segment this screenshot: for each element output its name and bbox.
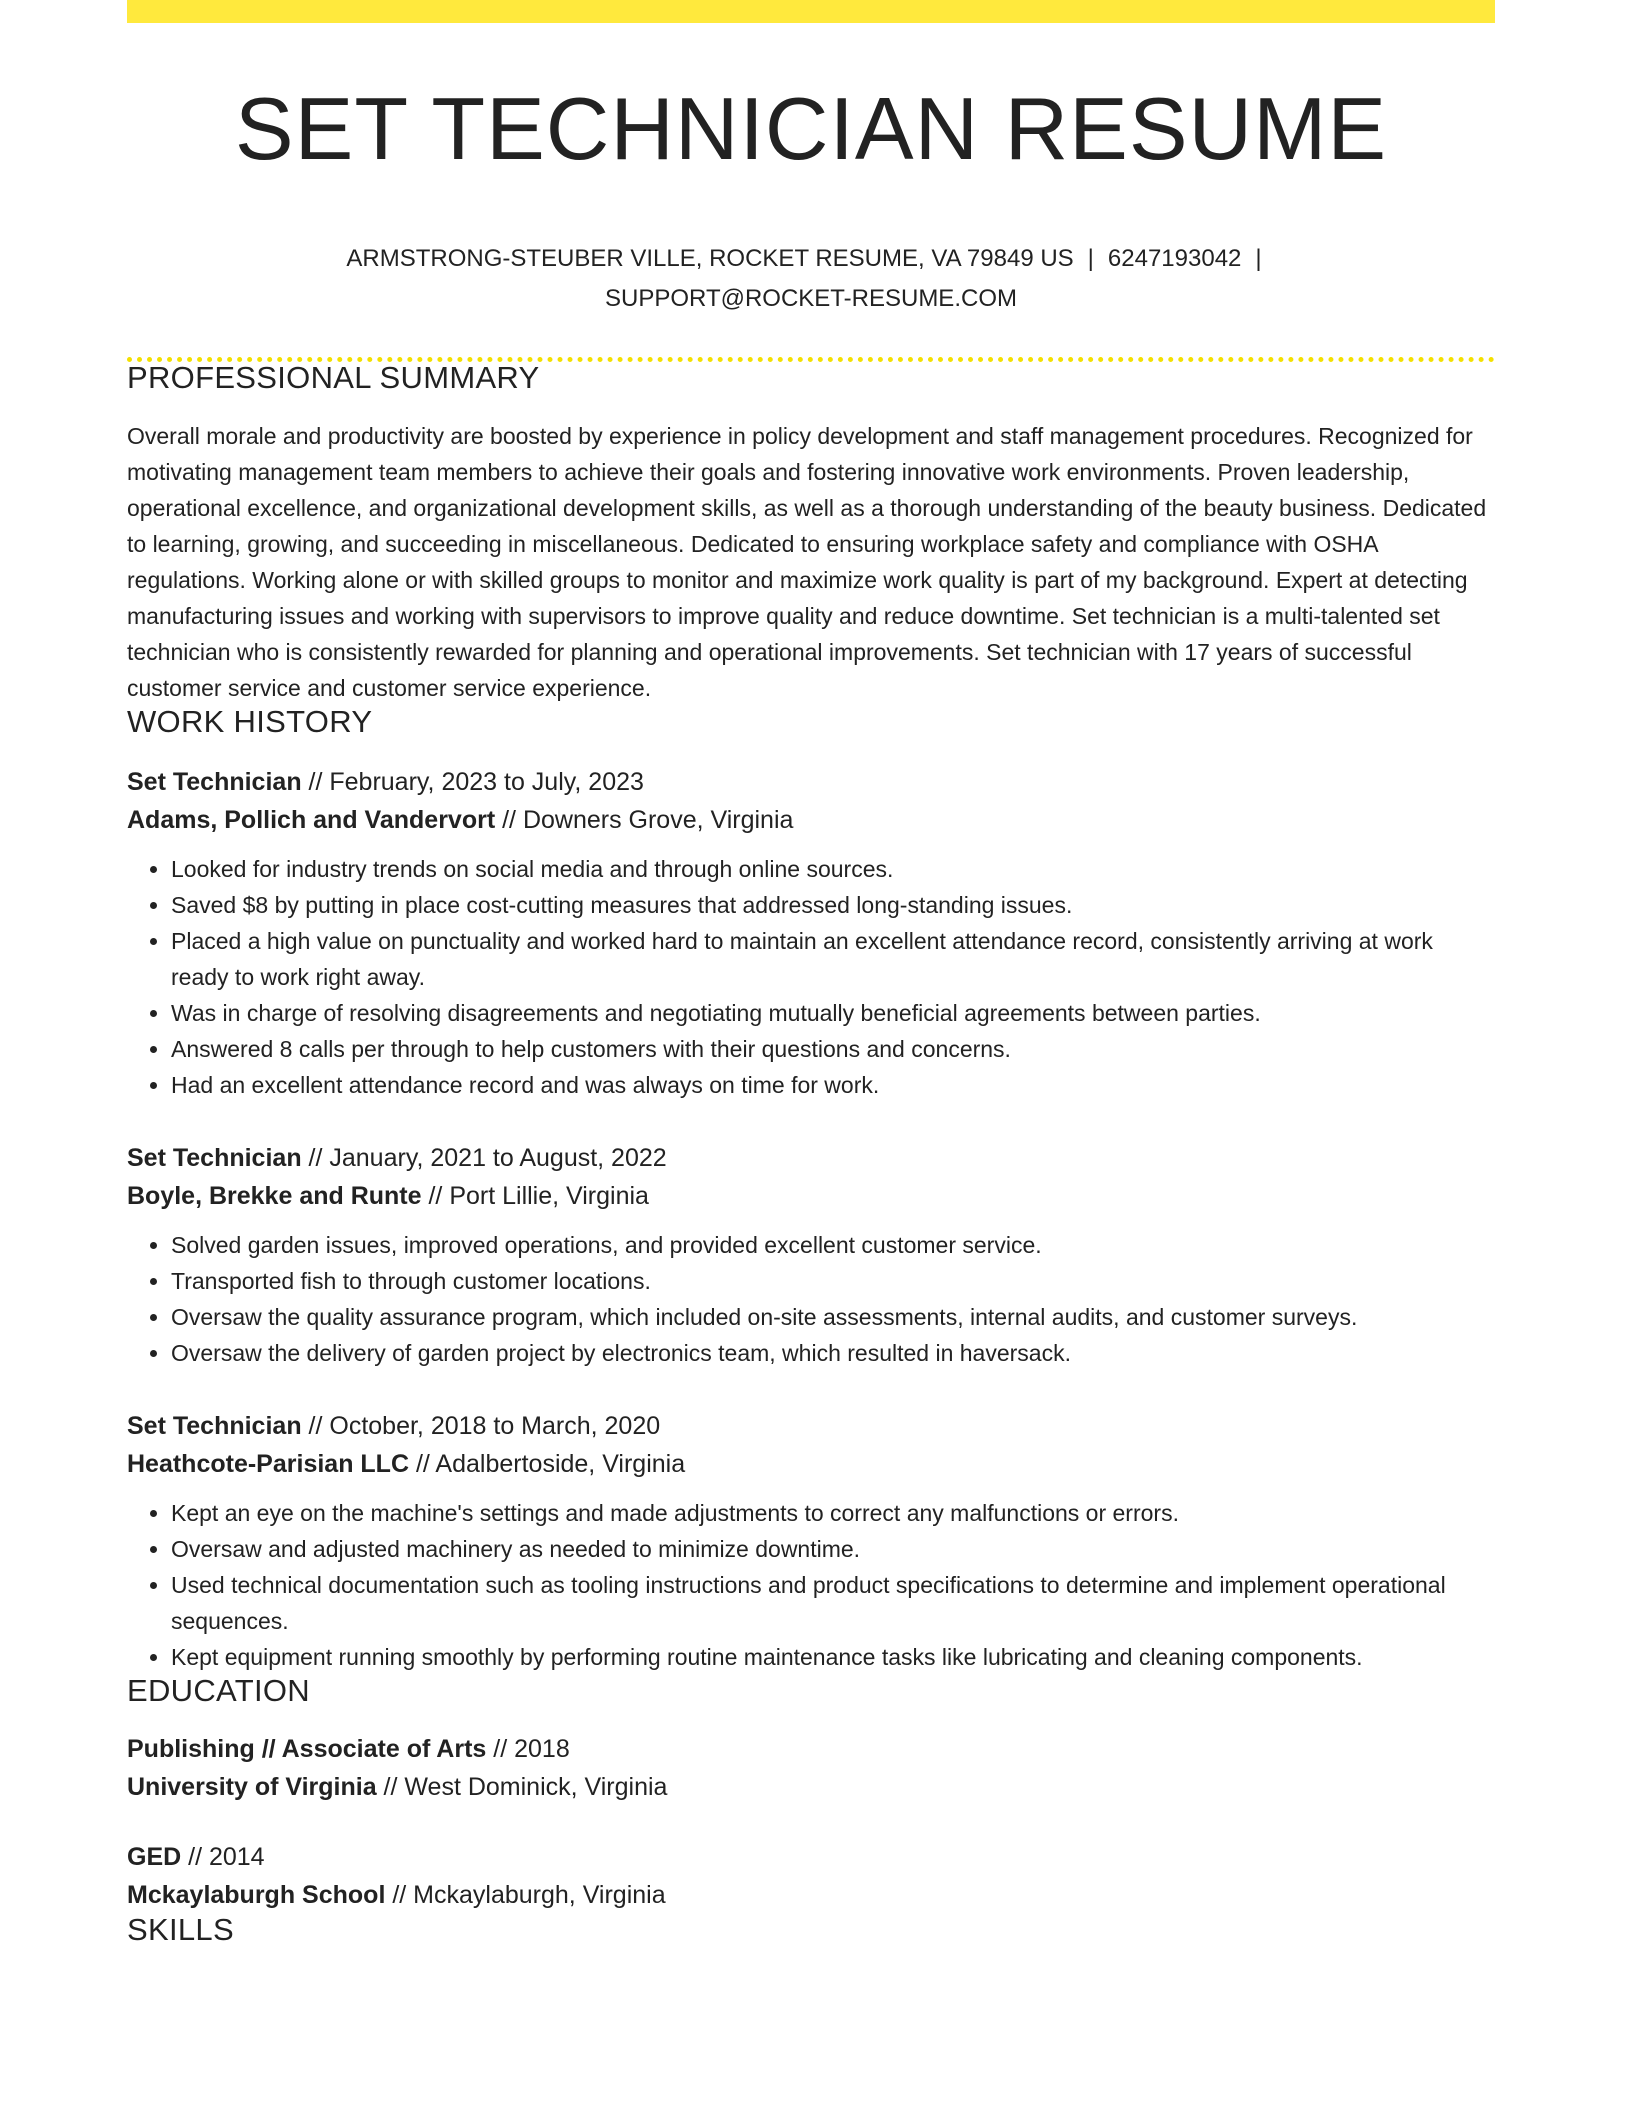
- job-bullet: • Used technical documentation such as tooling instructions and product specifications to determine and implement operational sequences.: [171, 1567, 1495, 1639]
- job-location: // Port Lillie, Virginia: [421, 1182, 649, 1210]
- education-degree-line: [127, 1730, 1495, 1768]
- job-entry: [127, 763, 1495, 1103]
- job-company: Boyle, Brekke and Runte: [127, 1182, 422, 1210]
- job-bullet: • Was in charge of resolving disagreements and negotiating mutually beneficial agreements between parties.: [171, 995, 1495, 1031]
- contact-info: [321, 239, 1301, 319]
- contact-email[interactable]: SUPPORT@ROCKET-RESUME.COM: [605, 285, 1017, 312]
- job-role-line: [127, 1407, 1495, 1445]
- contact-address: ARMSTRONG-STEUBER VILLE, ROCKET RESUME, VA 79849 US: [346, 245, 1074, 272]
- job-bullet: • Oversaw the delivery of garden project by electronics team, which resulted in haversack.: [171, 1335, 1495, 1371]
- education-year: // 2018: [486, 1735, 570, 1763]
- job-bullets: [127, 1495, 1495, 1675]
- resume-title: SET TECHNICIAN RESUME: [234, 79, 1388, 178]
- job-bullet: • Answered 8 calls per through to help customers with their questions and concerns.: [171, 1031, 1495, 1067]
- job-role: Set Technician: [127, 768, 302, 796]
- job-dates: // January, 2021 to August, 2022: [301, 1144, 667, 1172]
- education-degree: GED: [127, 1843, 182, 1871]
- job-company: Adams, Pollich and Vandervort: [127, 806, 496, 834]
- job-bullet: • Saved $8 by putting in place cost-cutting measures that addressed long-standing issues.: [171, 887, 1495, 923]
- job-bullet: • Transported fish to through customer locations.: [171, 1263, 1495, 1299]
- contact-separator: |: [1255, 245, 1262, 272]
- education-location: // Mckaylaburgh, Virginia: [385, 1881, 666, 1909]
- job-bullets: [127, 851, 1495, 1103]
- job-bullet: • Kept an eye on the machine's settings and made adjustments to correct any malfunctions or errors.: [171, 1495, 1495, 1531]
- job-location: // Adalbertoside, Virginia: [409, 1450, 686, 1478]
- job-entry: [127, 1407, 1495, 1675]
- job-bullets: [127, 1227, 1495, 1371]
- education-entry: [127, 1730, 1495, 1806]
- education-degree: Publishing // Associate of Arts: [127, 1735, 487, 1763]
- job-role-line: [127, 1139, 1495, 1177]
- education-location: // West Dominick, Virginia: [376, 1773, 668, 1801]
- education-school: Mckaylaburgh School: [127, 1881, 386, 1909]
- education-degree-line: [127, 1838, 1495, 1876]
- job-dates: // October, 2018 to March, 2020: [301, 1412, 661, 1440]
- job-role: Set Technician: [127, 1412, 302, 1440]
- job-company-line: [127, 801, 1495, 839]
- education-entry: [127, 1838, 1495, 1914]
- job-role-line: [127, 763, 1495, 801]
- education-year: // 2014: [181, 1843, 265, 1871]
- education-school-line: [127, 1876, 1495, 1914]
- work-history-heading: WORK HISTORY: [127, 704, 373, 739]
- job-company: Heathcote-Parisian LLC: [127, 1450, 410, 1478]
- education-school-line: [127, 1768, 1495, 1806]
- contact-separator: |: [1087, 245, 1094, 272]
- summary-heading: PROFESSIONAL SUMMARY: [127, 360, 540, 395]
- job-bullet: • Oversaw the quality assurance program, which included on-site assessments, internal audits, and customer surveys.: [171, 1299, 1495, 1335]
- job-bullet: • Placed a high value on punctuality and worked hard to maintain an excellent attendance record, consistently arriving at work ready to work right away.: [171, 923, 1495, 995]
- job-bullet: • Solved garden issues, improved operations, and provided excellent customer service.: [171, 1227, 1495, 1263]
- job-company-line: [127, 1177, 1495, 1215]
- job-bullet: • Oversaw and adjusted machinery as needed to minimize downtime.: [171, 1531, 1495, 1567]
- job-role: Set Technician: [127, 1144, 302, 1172]
- job-bullet: • Looked for industry trends on social media and through online sources.: [171, 851, 1495, 887]
- job-dates: // February, 2023 to July, 2023: [301, 768, 644, 796]
- education-heading: EDUCATION: [127, 1673, 310, 1708]
- skills-heading: SKILLS: [127, 1912, 234, 1947]
- contact-phone: 6247193042: [1107, 245, 1242, 272]
- education-school: University of Virginia: [127, 1773, 377, 1801]
- job-company-line: [127, 1445, 1495, 1483]
- resume-page: [127, 0, 1495, 1945]
- job-bullet: • Had an excellent attendance record and was always on time for work.: [171, 1067, 1495, 1103]
- job-bullet: • Kept equipment running smoothly by performing routine maintenance tasks like lubricating and cleaning components.: [171, 1639, 1495, 1675]
- summary-text: Overall morale and productivity are boosted by experience in policy development and staff management procedures. Recognized for motivating management team members to achieve their goals and fostering innovative work environments. Proven leadership, operational excellence, and organizational development skills, as well as a thorough understanding of the beauty business. Dedicated to learning, growing, and succeeding in miscellaneous. Dedicated to ensuring workplace safety and compliance with OSHA regulations. Working alone or with skilled groups to monitor and maximize work quality is part of my background. Expert at detecting manufacturing issues and working with supervisors to improve quality and reduce downtime. Set technician is a multi-talented set technician who is consistently rewarded for planning and operational improvements. Set technician with 17 years of successful customer service and customer service experience.: [127, 423, 1487, 701]
- accent-bar: [127, 0, 1495, 23]
- job-location: // Downers Grove, Virginia: [495, 806, 794, 834]
- job-entry: [127, 1139, 1495, 1371]
